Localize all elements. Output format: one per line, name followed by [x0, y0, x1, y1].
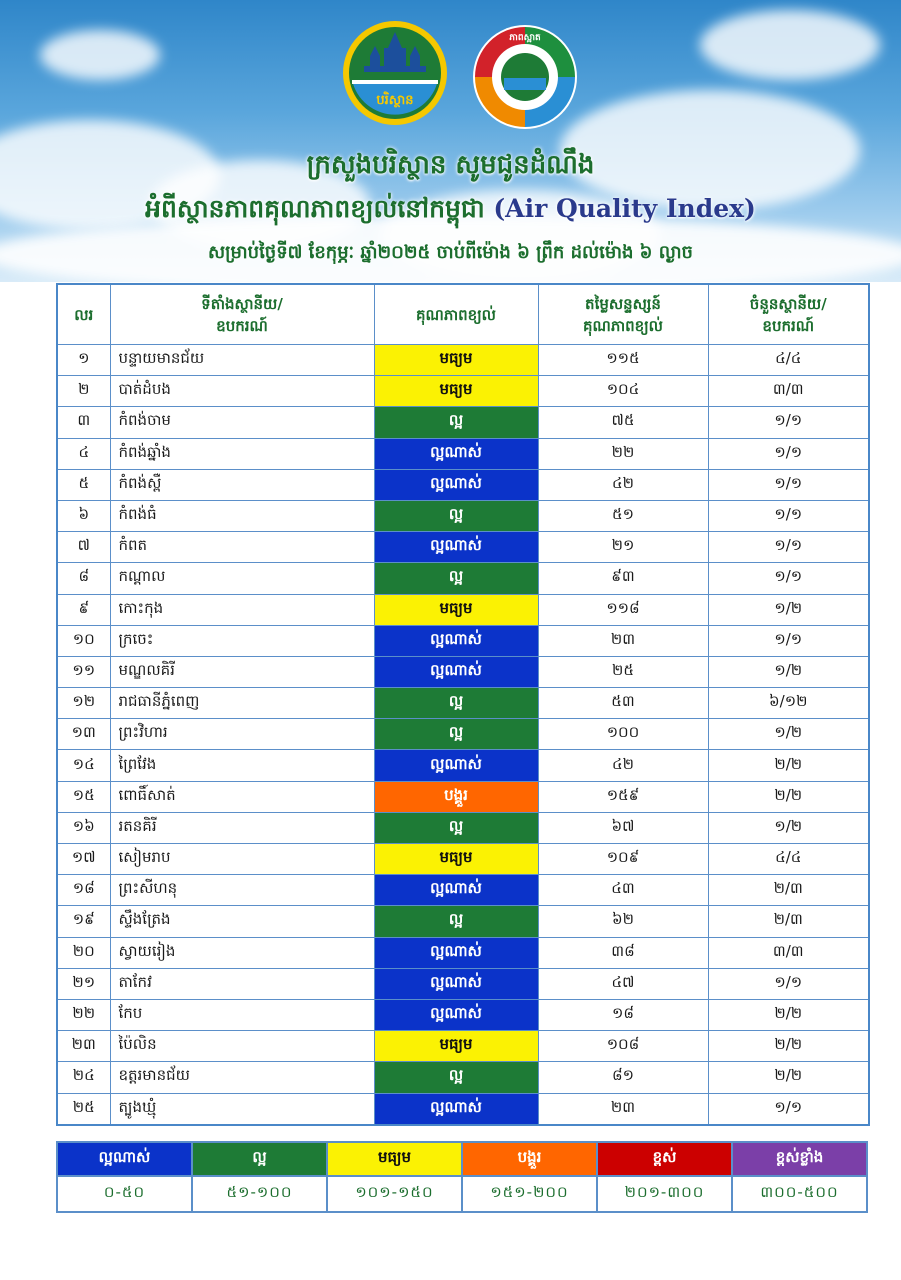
aqi-value: ២៣: [538, 1093, 708, 1125]
aqi-value: ១១៨: [538, 594, 708, 625]
station-count: ២/២: [708, 1031, 869, 1062]
table-row: [57, 937, 869, 968]
province-name: កំពង់ឆ្នាំង: [110, 438, 374, 469]
table-row: [57, 469, 869, 500]
row-number: ១៧: [57, 844, 110, 875]
row-number: ៨: [57, 563, 110, 594]
station-count: ៣/៣: [708, 937, 869, 968]
station-count: ១/១: [708, 1093, 869, 1125]
air-quality-badge: ល្អណាស់: [374, 937, 538, 968]
row-number: ៣: [57, 407, 110, 438]
row-number: ១: [57, 345, 110, 376]
row-number: ៧: [57, 532, 110, 563]
table-row: [57, 1093, 869, 1125]
aqi-value: ១០៤: [538, 376, 708, 407]
row-number: ១៤: [57, 750, 110, 781]
legend-ranges-row: [57, 1176, 867, 1212]
province-name: ឧត្ដរមានជ័យ: [110, 1062, 374, 1093]
air-quality-badge: ល្អណាស់: [374, 968, 538, 999]
legend-label-unh: បង្គួរ: [462, 1142, 597, 1176]
station-count: ១/១: [708, 563, 869, 594]
station-count: ១/១: [708, 469, 869, 500]
province-name: កោះកុង: [110, 594, 374, 625]
air-quality-badge: ល្អណាស់: [374, 469, 538, 500]
header-no: លរ: [57, 284, 110, 345]
table-row: [57, 532, 869, 563]
air-quality-badge: ល្អ: [374, 719, 538, 750]
header-location: [110, 284, 374, 345]
province-name: មណ្ឌលគិរី: [110, 656, 374, 687]
table-row: [57, 999, 869, 1030]
province-name: ព្រះវិហារ: [110, 719, 374, 750]
legend-range-mod: ១០១-១៥០: [327, 1176, 462, 1212]
header-index-line1: តម្លៃសន្ទស្សន៍: [585, 294, 661, 313]
station-count: ១/២: [708, 812, 869, 843]
row-number: ១៦: [57, 812, 110, 843]
province-name: ព្រះសីហនុ: [110, 875, 374, 906]
table-row: [57, 906, 869, 937]
air-quality-badge: ល្អ: [374, 812, 538, 843]
header-quality: គុណភាពខ្យល់: [374, 284, 538, 345]
aqi-value: ៥៣: [538, 688, 708, 719]
air-quality-badge: ល្អណាស់: [374, 999, 538, 1030]
station-count: ២/២: [708, 781, 869, 812]
aqi-legend: [56, 1141, 868, 1213]
station-count: ២/២: [708, 999, 869, 1030]
date-subtitle: សម្រាប់ថ្ងៃទី៧ ខែកុម្ភៈ ឆ្នាំ២០២៥ ចាប់ពីម៉ោង ៦ ព្រឹក ដល់ម៉ោង ៦ ល្ងាច: [208, 242, 693, 263]
station-count: ១/១: [708, 500, 869, 531]
header-count: [708, 284, 869, 345]
aqi-value: ៦៧: [538, 812, 708, 843]
province-name: រតនគិរី: [110, 812, 374, 843]
row-number: ២២: [57, 999, 110, 1030]
table-row: [57, 438, 869, 469]
legend-label-good: ល្អ: [192, 1142, 327, 1176]
air-quality-badge: ល្អណាស់: [374, 1093, 538, 1125]
station-count: ១/១: [708, 625, 869, 656]
aqi-value: ១០០: [538, 719, 708, 750]
province-name: កែប: [110, 999, 374, 1030]
row-number: ២៥: [57, 1093, 110, 1125]
air-quality-badge: ល្អណាស់: [374, 438, 538, 469]
province-name: រាជធានីភ្នំពេញ: [110, 688, 374, 719]
table-row: [57, 1031, 869, 1062]
legend-range-vgood: ០-៥០: [57, 1176, 192, 1212]
province-name: បាត់ដំបង: [110, 376, 374, 407]
table-row: [57, 1062, 869, 1093]
province-name: កណ្ដាល: [110, 563, 374, 594]
header-index-line2: គុណភាពខ្យល់: [583, 316, 663, 335]
logo2-caption: ភាពស្អាត: [509, 33, 541, 43]
title-line-2-khmer: អំពីស្ថានភាពគុណភាពខ្យល់នៅកម្ពុជា: [145, 194, 485, 223]
province-name: កំពង់ធំ: [110, 500, 374, 531]
table-row: [57, 500, 869, 531]
table-row: [57, 781, 869, 812]
table-row: [57, 875, 869, 906]
aqi-value: ២៣: [538, 625, 708, 656]
legend-labels-row: [57, 1142, 867, 1176]
row-number: ១៥: [57, 781, 110, 812]
row-number: ៤: [57, 438, 110, 469]
aqi-value: ១០៨: [538, 1031, 708, 1062]
station-count: ១/២: [708, 719, 869, 750]
table-row: [57, 345, 869, 376]
table-header-row: [57, 284, 869, 345]
aqi-value: ១១៥: [538, 345, 708, 376]
station-count: ១/១: [708, 532, 869, 563]
air-quality-badge: មធ្យម: [374, 1031, 538, 1062]
air-quality-badge: មធ្យម: [374, 594, 538, 625]
province-name: ក្រចេះ: [110, 625, 374, 656]
air-quality-badge: មធ្យម: [374, 376, 538, 407]
table-row: [57, 656, 869, 687]
aqi-value: ១០៩: [538, 844, 708, 875]
air-quality-badge: មធ្យម: [374, 844, 538, 875]
title-line-2-english: (Air Quality Index): [493, 194, 756, 223]
station-count: ២/៣: [708, 906, 869, 937]
aqi-value: ៤២: [538, 750, 708, 781]
aqi-value: ២៥: [538, 656, 708, 687]
table-row: [57, 688, 869, 719]
row-number: ៥: [57, 469, 110, 500]
air-quality-badge: ល្អ: [374, 563, 538, 594]
header-count-line1: ចំនួនស្ថានីយ/: [749, 294, 827, 313]
title-line-1: ក្រសួងបរិស្ថាន សូមជូនដំណឹង: [306, 150, 595, 180]
province-name: ពោធិ៍សាត់: [110, 781, 374, 812]
air-quality-badge: ល្អណាស់: [374, 532, 538, 563]
table-row: [57, 563, 869, 594]
province-name: ស្វាយរៀង: [110, 937, 374, 968]
province-name: កំពត: [110, 532, 374, 563]
aqi-value: ៨១: [538, 1062, 708, 1093]
air-quality-badge: ល្អ: [374, 1062, 538, 1093]
table-row: [57, 719, 869, 750]
row-number: ១៣: [57, 719, 110, 750]
province-name: ព្រៃវែង: [110, 750, 374, 781]
table-row: [57, 625, 869, 656]
legend-range-vhigh: ៣០០-៥០០: [732, 1176, 867, 1212]
province-name: ត្បូងឃ្មុំ: [110, 1093, 374, 1125]
aqi-table-body: [57, 345, 869, 1125]
station-count: ១/១: [708, 968, 869, 999]
air-quality-badge: ល្អណាស់: [374, 625, 538, 656]
aqi-value: ២២: [538, 438, 708, 469]
station-count: ២/២: [708, 1062, 869, 1093]
station-count: ២/៣: [708, 875, 869, 906]
row-number: ១០: [57, 625, 110, 656]
legend-label-high: ខ្ពស់: [597, 1142, 732, 1176]
header-location-line1: ទីតាំងស្ថានីយ/: [201, 294, 283, 313]
station-count: ២/២: [708, 750, 869, 781]
row-number: ២០: [57, 937, 110, 968]
title-line-2: [0, 194, 901, 230]
station-count: ៤/៤: [708, 345, 869, 376]
logo1-caption: បរិស្ថាន: [376, 93, 414, 108]
station-count: ១/២: [708, 656, 869, 687]
legend-range-high: ២០១-៣០០: [597, 1176, 732, 1212]
row-number: ២៤: [57, 1062, 110, 1093]
ministry-of-environment-logo: [340, 18, 450, 128]
air-quality-badge: ល្អ: [374, 688, 538, 719]
aqi-value: ៩៣: [538, 563, 708, 594]
row-number: ២: [57, 376, 110, 407]
aqi-value: ១៥៩: [538, 781, 708, 812]
station-count: ៤/៤: [708, 844, 869, 875]
legend-label-vgood: ល្អណាស់: [57, 1142, 192, 1176]
aqi-value: ៣៨: [538, 937, 708, 968]
aqi-value: ៤២: [538, 469, 708, 500]
legend-range-good: ៥១-១០០: [192, 1176, 327, 1212]
row-number: ២១: [57, 968, 110, 999]
province-name: ស្ទឹងត្រែង: [110, 906, 374, 937]
air-quality-badge: បង្គួរ: [374, 781, 538, 812]
province-name: សៀមរាប: [110, 844, 374, 875]
aqi-table: [56, 283, 870, 1126]
air-quality-badge: ល្អណាស់: [374, 750, 538, 781]
station-count: ៦/១២: [708, 688, 869, 719]
aqi-value: ២១: [538, 532, 708, 563]
province-name: តាកែវ: [110, 968, 374, 999]
province-name: ប៉ៃលិន: [110, 1031, 374, 1062]
table-row: [57, 968, 869, 999]
table-row: [57, 376, 869, 407]
row-number: ៦: [57, 500, 110, 531]
legend-label-mod: មធ្យម: [327, 1142, 462, 1176]
table-row: [57, 594, 869, 625]
table-row: [57, 750, 869, 781]
cleanliness-logo: [470, 22, 580, 132]
province-name: កំពង់ស្ពឺ: [110, 469, 374, 500]
row-number: ១២: [57, 688, 110, 719]
station-count: ៣/៣: [708, 376, 869, 407]
province-name: បន្ទាយមានជ័យ: [110, 345, 374, 376]
air-quality-badge: ល្អ: [374, 906, 538, 937]
header-count-line2: ឧបករណ៍: [762, 316, 815, 335]
air-quality-badge: ល្អ: [374, 407, 538, 438]
aqi-value: ៦២: [538, 906, 708, 937]
station-count: ១/១: [708, 407, 869, 438]
row-number: ១៩: [57, 906, 110, 937]
aqi-value: ១៨: [538, 999, 708, 1030]
row-number: ១១: [57, 656, 110, 687]
logo-area: [0, 18, 901, 136]
air-quality-badge: ល្អ: [374, 500, 538, 531]
air-quality-badge: ល្អណាស់: [374, 656, 538, 687]
aqi-value: ៤៧: [538, 968, 708, 999]
table-row: [57, 844, 869, 875]
row-number: ៩: [57, 594, 110, 625]
header-index: [538, 284, 708, 345]
table-row: [57, 812, 869, 843]
header-location-line2: ឧបករណ៍: [216, 316, 268, 335]
aqi-value: ៧៥: [538, 407, 708, 438]
aqi-value: ៥១: [538, 500, 708, 531]
table-row: [57, 407, 869, 438]
row-number: ១៨: [57, 875, 110, 906]
legend-label-vhigh: ខ្ពស់ខ្លាំង: [732, 1142, 867, 1176]
air-quality-badge: ល្អណាស់: [374, 875, 538, 906]
province-name: កំពង់ចាម: [110, 407, 374, 438]
station-count: ១/២: [708, 594, 869, 625]
row-number: ២៣: [57, 1031, 110, 1062]
air-quality-badge: មធ្យម: [374, 345, 538, 376]
legend-range-unh: ១៥១-២០០: [462, 1176, 597, 1212]
station-count: ១/១: [708, 438, 869, 469]
aqi-value: ៤៣: [538, 875, 708, 906]
